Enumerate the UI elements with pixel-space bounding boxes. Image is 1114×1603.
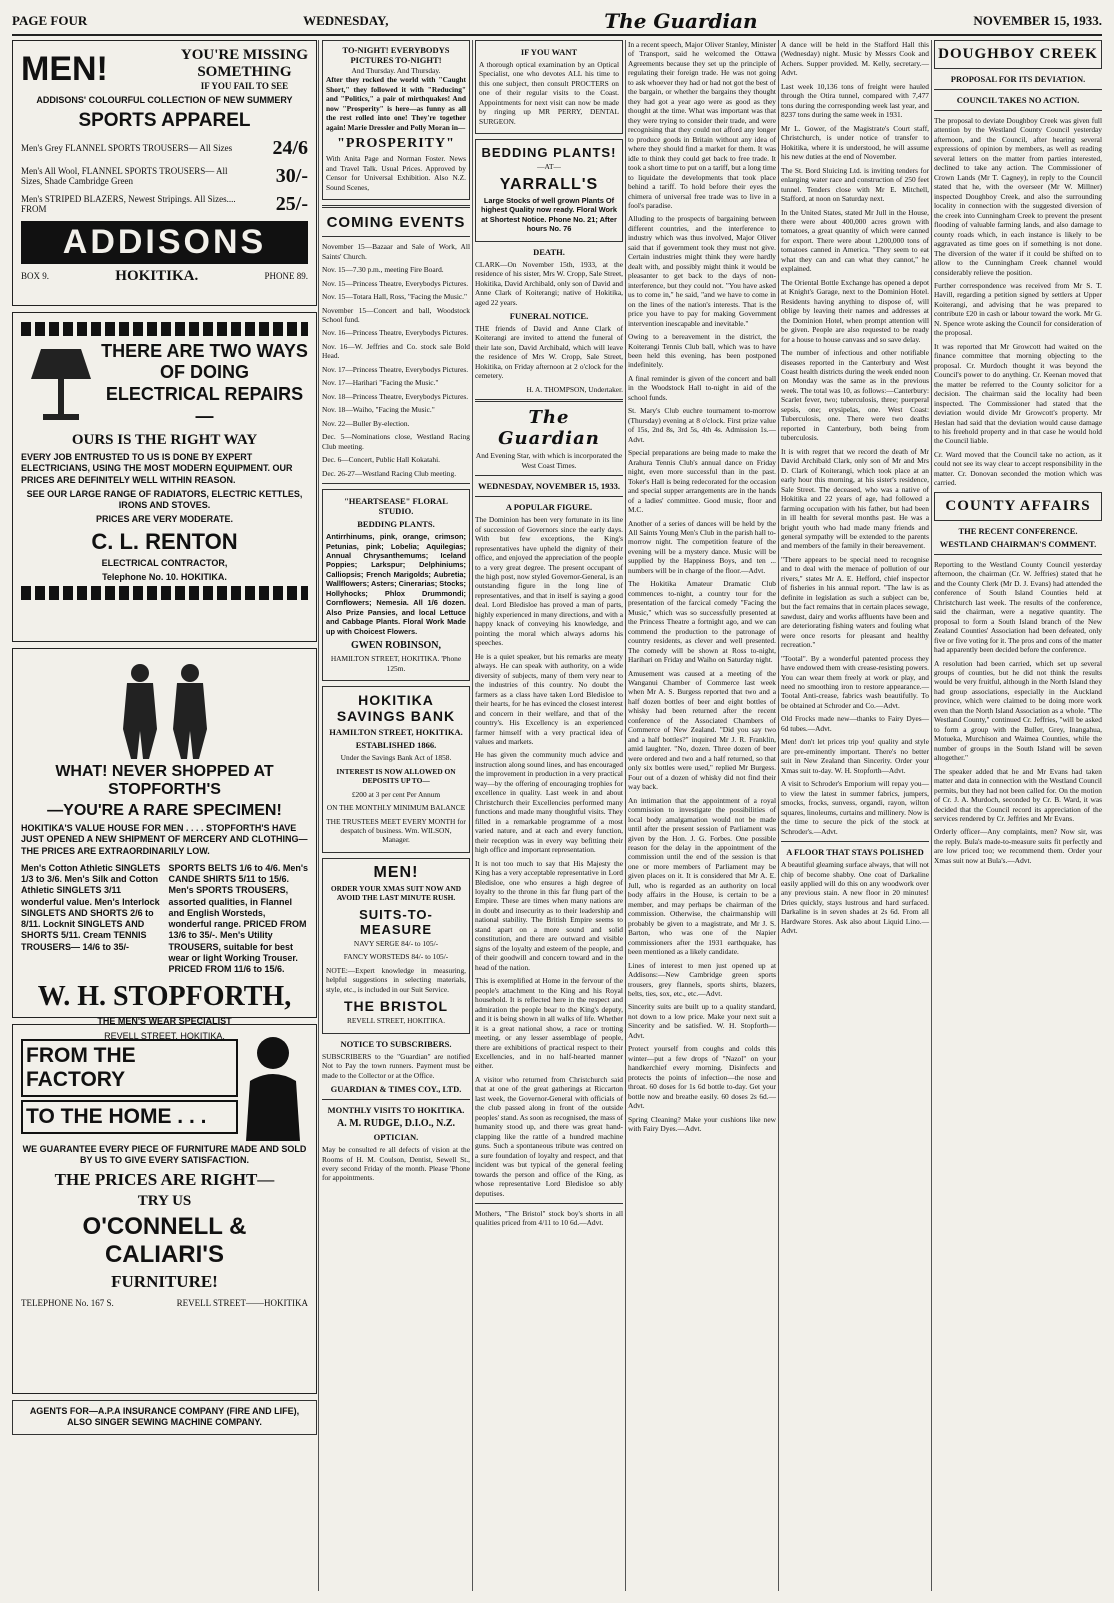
article-paragraph: Cr. Ward moved that the Council take no action, as it could not see its way clear to accept responsibility in the matter. Cr. Donovan seconded the motion which was carried. xyxy=(934,449,1102,488)
stopforth-right-list: SPORTS BELTS 1/6 to 4/6. Men's CANDE SHIRTS 5/11 to 15/6. Men's SPORTS TROUSERS, assorted qualities, in Flannel and English Worsteds, wonderful range. PRICED FROM 13/6 to 35/-. Men's Utility TROUSERS, suitable for best wear or light Working Trouser. PRICED FROM 11/6 to 15/6. xyxy=(168,862,309,974)
gwen-name: GWEN ROBINSON, xyxy=(350,640,441,652)
pictures-body: After they rocked the world with "Caught Short," they followed it with "Reducing" and "Politics," a pair of mirthquakes! And now "Prosperity" is here—as funny as all the rest rolled into one! They're together again! Marie Dressler and Polly Moran in— xyxy=(326,75,466,132)
article-title: DOUGHBOY CREEK xyxy=(938,46,1098,62)
heartsease-head: "HEARTSEASE" FLORAL STUDIO. xyxy=(344,496,448,517)
list-item: November 15—Bazaar and Sale of Work, All Saints' Church. xyxy=(322,242,470,261)
county-paragraph: Reporting to the Westland County Council yesterday afternoon, the chairman (Cr. W. Jeffries) stated that he and the County Clerk (Mr D. J. Evans) had attended the conference of South Island Counties held at Christchurch last week. The results of the conference, said the chairman, were a negative quantity. The proposal to form a South Island branch of the New Zealand Counties' Association had been defeated, only five or five voting for it. The pros and cons of the matter had apparently been decided before the conference. xyxy=(934,559,1102,655)
stopforth-headline: WHAT! NEVER SHOPPED AT STOPFORTH'S xyxy=(55,763,274,798)
oconnell-furniture: FURNITURE! xyxy=(111,1271,218,1291)
county-paragraph: The speaker added that he and Mr Evans had taken matter and data in connection with the Westland Council permits, but they had not been called for. On the motion of Cr. J. A. Murdoch, seconded by Cr. B. Ward, it was decided that the Council record its appreciation of the services rendered by Cr. Jeffries and Mr Evans. xyxy=(934,766,1102,823)
heartsease-advert xyxy=(322,489,470,681)
news-paragraph: A dance will be held in the Stafford Hall this (Wednesday) night. Music by Messrs Cook and Achers. Supper provided. M. Kelly, secretary.—Advt. xyxy=(781,40,929,78)
article-paragraph: It was reported that Mr Growcott had waited on the finance committee that morning objecting to the proposal. Cr. Murdoch thought it was beyond the Council's power to do anything. Cr. Keenan moved that the matter be referred to the County solicitor for a decision. The chairman said the locality had been inspected. The Commissioner had stated that the deviation would divide Mr Growcott's property. Mr Heslan had said that the deviation would cause damage to his freehold property and in that case he would hold the Council liable. xyxy=(934,341,1102,446)
lamp-icon xyxy=(21,339,101,429)
bristol-suits: SUITS-TO-MEASURE xyxy=(359,906,433,937)
list-item: Nov. 15—Princess Theatre, Everybodys Pictures. xyxy=(322,278,469,288)
bank-rate: £200 at 3 per cent Per Annum xyxy=(351,789,441,799)
news-paragraph: St. Mary's Club euchre tournament to-morrow (Thursday) evening at 8 o'clock. First prize value of 15s, 2nd 8s, 3rd 5s, 4th 4s. Admission 1s.—Advt. xyxy=(628,406,776,444)
renton-ours: OURS IS THE RIGHT WAY xyxy=(71,432,258,448)
list-item: Nov. 15—Totara Hall, Ross, "Facing the Music." xyxy=(322,292,468,302)
news-paragraph: Amusement was caused at a meeting of the Wanganui Chamber of Commerce last week when Mr A. S. Burgess reported that two and a half dozen bottles of beer and eight bottles of whisky had been returned after the recent conference of the Associated Chambers of Commerce of New Zealand. "Did you say two and a half bottles?" inquired Mr J. R. Franklin, amid laughter. "No, dozen. Three dozen of beer were ordered and two and a half returned, so that only six bottles were used," replied Mr Burgess. Four out of a dozen of whisky did not find their way back. xyxy=(628,668,776,792)
news-paragraph: "Tootal". By a wonderful patented process they have endowed them with crease-resisting powers. You can wear them freely at work or play, and need no smoothing iron to restore appearance.—Tootal Anti-crease, fabrics wash beautifully. To be obtained at Schroder and Co.—Advt. xyxy=(781,653,929,710)
subscribers-heading: NOTICE TO SUBSCRIBERS. xyxy=(340,1038,452,1049)
advert-column xyxy=(12,40,317,1591)
addisons-item: Men's All Wool, FLANNEL SPORTS TROUSERS— All Sizes, Shade Cambridge Green 30/- xyxy=(21,164,308,187)
news-paragraph: Old Frocks made new—thanks to Fairy Dyes—6d tubes.—Advt. xyxy=(781,714,929,733)
savings-bank-advert xyxy=(322,686,470,853)
addisons-phone: PHONE 89. xyxy=(264,271,308,281)
death-heading: DEATH. xyxy=(533,246,565,257)
addisons-tag-2: SOMETHING xyxy=(197,64,292,80)
renton-advert xyxy=(12,312,317,642)
column-3 xyxy=(475,40,623,1591)
oconnell-address: REVELL STREET——HOKITIKA xyxy=(176,1297,308,1308)
optical-advert xyxy=(475,40,623,134)
news-paragraph: Alluding to the prospects of bargaining between different countries, and the interference to industry which was thus involved, Major Oliver said that if government took they must not give. Certain industries might think they were hardly dealt with, and possibly might think it would be pleasanter to get back to the days of non-interference, but they could not. "You have asked us to come in," he said, "and we have to come in on the lines of the nation's interests. That is the price you have to pay for making Government intervention inescapable and inevitable." xyxy=(628,214,776,328)
county-subhead: WESTLAND CHAIRMAN'S COMMENT. xyxy=(939,538,1097,549)
border-stripe xyxy=(21,322,308,336)
pictures-sub: And Thursday. And Thursday. xyxy=(351,66,441,75)
addisons-tag-1: YOU'RE MISSING xyxy=(180,47,308,63)
pictures-tail: With Anita Page and Norman Foster. News and Travel Talk. Usual Prices. Approved by Censor for Universal Exhibition. Also N.Z. Sound Scenes, xyxy=(326,154,466,192)
addisons-advert xyxy=(12,40,317,306)
county-title: COUNTY AFFAIRS xyxy=(945,497,1091,514)
yarrall-advert xyxy=(475,139,623,241)
list-item: Nov. 15—7.30 p.m., meeting Fire Board. xyxy=(322,265,444,275)
bristol-serge: NAVY SERGE 84/- to 105/- xyxy=(353,938,439,948)
oconnell-name: O'CONNELL & CALIARI'S xyxy=(82,1212,247,1268)
list-item: Dec. 6—Concert, Public Hall Kokatahi. xyxy=(322,455,441,465)
leader-paragraph: The Dominion has been very fortunate in its line of succession of Governors since the early days. With but few exceptions, the King's representatives have upheld the dignity of their office, and enjoyed the appreciation of the people to a very great degree. The present occupant of the high post, now styled Governor-General, is an outstanding figure in the long line of representatives, and that in itself is saying a good deal. Lord Bledisloe has proved a man of parts, highly experienced in many directions, and with a happy knack of conveying his knowledge, and pointing the moral which always adorns his speeches. xyxy=(475,515,623,648)
column-6 xyxy=(934,40,1102,1591)
article-paragraph: The proposal to deviate Doughboy Creek was given full attention by the Westland County Council yesterday afternoon, and the Council, after hearing several expressions of opinion by members, as well as reading several letters on the matter from parties interested, declined to take any action. The Commissioner of Crown Lands (Mr T. Cagney), in reply to the Council stated that he, with the overseer (Mr W. Millner) inspected Doughboy Creek, and also the surrounding locality in connection with the suggested diversion of the creek into Cunningham Creek to prevent the present flooding of valuable farming lands, and also damage to county roads which, in each instance is likely to be aggravated as time goes on if something is not done. The diversion of the water if it could be shifted on to allow to the Cunningham Creek channel would considerably relieve the position. xyxy=(934,116,1102,277)
column-2 xyxy=(322,40,470,1591)
stopforth-advert xyxy=(12,648,317,1041)
news-paragraph: The St. Bord Sluicing Ltd. is inviting tenders for enlarging water race and construction of 250 feet tunnel. Tenders close with Mr E. Mitchell, Stafford, at noon on Saturday next. xyxy=(781,165,929,204)
news-paragraph: In a recent speech, Major Oliver Stanley, Minister of Transport, said he welcomed the Ottawa Agreements because they set up the principle of regulating their foreign trade. He was not going to ask whoever they had or had not got the best of the bargain, or whether the bargains they thought they had got a year ago were as good as they thought at the time. What was important was that they were trying to consider their trade, and were recognising that they could not afford any longer to produce goods in Britain without any idea of where they should find a market for them. It was idle to think they could get back to free trade. It took a short time to put on a tariff, but a long time to liquidate the developments that took place behind a tariff. To hold before their eyes the chimera of universal free trade was to live in a fool's paradise. xyxy=(628,40,776,210)
funeral-signature: H. A. THOMPSON, Undertaker. xyxy=(526,384,623,394)
stopforth-trade: THE MEN'S WEAR SPECIALIST xyxy=(97,1016,232,1027)
list-item: Nov. 16—W. Jeffries and Co. stock sale Bold Head. xyxy=(322,341,470,361)
heartsease-body: Antirrhinums, pink, orange, crimson; Petunias, pink; Lobelia; Aquilegias; Annual Chrysanthemums; Iceland Poppies; Larkspur; Delphiniums; Calliopsis; French Marigolds; Aubretia; Wallflowers; Asters; Cinerarias; Stocks; Hollyhocks; Phlox Drummondi; Cornflowers; Nemesia. All 1/6 dozen. Also Prize Pansies, and local Lettuce and Cabbage Plants. Floral Work Made up with Choicest Flowers. xyxy=(326,532,466,636)
guardian-title: The Guardian xyxy=(498,407,600,450)
leader-paragraph: This is exemplified at Home in the fervour of the people's attachment to the King and his Royal household. It is reflected here in the respect and admiration the people bear to the King's deputy, and it is being shown in all walks of life. Whether it is a great national show, a race or trotting meeting, or any lesser assemblage of people, there are exhibitions of practical respect to their Excellencies, and in no half-hearted manner either. xyxy=(475,976,623,1071)
news-paragraph: Men! don't let prices trip you! quality and style are pre-eminently important. There's no better suit in New Zealand than Sincerity. Order your Xmas suit to-day. W. H. Stopforth—Advt. xyxy=(781,737,929,775)
news-paragraph: In the United States, stated Mr Jull in the House, there were about 400,000 acres grown with tomatoes, a great quantity of which were canned for export. There were about 1,200,000 tons of tomatoes canned in America. "They seem to eat what they can and can what they cannot," he explained. xyxy=(781,207,929,274)
leader-paragraph: A visitor who returned from Christchurch said that at one of the great gatherings at Riccarton last week, the Governor-General with officials of the club passed along in front of the outside peoples' stand. As soon as recognised, the mass of humanity stood up, and there was great hand-clapping like the rattle of a hundred machine guns. Such a spontaneous tribute was centred on a sure foundation of loyalty and respect, and that incident was but typical of the general feeling towards the person and office of the King, as whose representative Lord Bledisloe so ably deputises. xyxy=(475,1074,623,1198)
masthead-day: WEDNESDAY, xyxy=(303,13,389,28)
column-rule xyxy=(625,40,626,1591)
bank-minimum: ON THE MONTHLY MINIMUM BALANCE xyxy=(326,803,466,813)
death-notice: CLARK—On November 15th, 1933, at the residence of his sister, Mrs W. Cropp, Sale Street, Hokitika, David Archibald, only son of David and Anne Clark of Koiterangi; native of Hokitika, aged 22 years. xyxy=(475,259,623,307)
list-item: Nov. 16—Princess Theatre, Everybodys Pictures. xyxy=(322,328,469,338)
oconnell-factory: FROM THE FACTORY xyxy=(21,1039,238,1097)
bank-interest: INTEREST IS NOW ALLOWED ON DEPOSITS UP TO— xyxy=(336,766,456,786)
stopforth-specimen: —YOU'RE A RARE SPECIMEN! xyxy=(47,802,282,819)
paper-name: The Guardian xyxy=(604,9,758,33)
gwen-address: HAMILTON STREET, HOKITIKA. 'Phone 125m. xyxy=(330,654,462,673)
bank-trustees: THE TRUSTEES MEET EVERY MONTH for despatch of business. Wm. WILSON, Manager. xyxy=(326,816,466,845)
bristol-worsteds: FANCY WORSTEDS 84/- to 105/- xyxy=(343,952,449,962)
oconnell-try: TRY US xyxy=(137,1192,192,1209)
list-item: Nov. 22—Buller By-election. xyxy=(322,418,410,428)
guardian-sub: And Evening Star, with which is incorporated the West Coast Times. xyxy=(475,451,623,470)
stopforth-body: HOKITIKA'S VALUE HOUSE FOR MEN . . . . STOPFORTH'S HAVE JUST OPENED A NEW SHIPMENT OF MERCERY AND CLOTHING—THE PRICES ARE EXTRAORDINARILY LOW. xyxy=(21,823,308,856)
addisons-tag-3: IF YOU FAIL TO SEE xyxy=(200,81,289,91)
masthead xyxy=(12,8,1102,36)
renton-range: SEE OUR LARGE RANGE OF RADIATORS, ELECTRIC KETTLES, IRONS AND STOVES. xyxy=(26,488,303,510)
leader-heading: A POPULAR FIGURE. xyxy=(505,502,593,513)
news-paragraph: A final reminder is given of the concert and ball in the Woodstock Hall to-night in aid of the school funds. xyxy=(628,373,776,402)
oconnell-tel: TELEPHONE No. 167 S. xyxy=(21,1297,114,1308)
funeral-notice: THE friends of David and Anne Clark of Koiterangi are invited to attend the funeral of their late son, David Archibald, which will leave the residence of Mrs W. Cropp, Sale Street, Hokitika, on Friday afternoon at 2 o'clock for the cemetery. xyxy=(475,323,623,381)
column-4 xyxy=(628,40,776,1591)
renton-headline: THERE ARE TWO WAYS OF DOING ELECTRICAL REPAIRS— xyxy=(101,340,308,426)
yarrall-at: —AT— xyxy=(537,162,561,172)
column-rule xyxy=(472,40,473,1591)
coming-events-heading: COMING EVENTS xyxy=(326,214,466,232)
news-paragraph: Sincerity suits are built up to a quality standard, not down to a low price. Make your next suit a Sincerity and be satisfied. W. H. Stopforth—Advt. xyxy=(628,1002,776,1040)
news-paragraph: "There appears to be special need to recognise and to deal with the menace of pollution of our rivers," states Mr A. E. Hefford, chief inspector of fisheries in his annual report. "The law is as definite in legislation as such a subject can be, but the fact remains that in certain places sewage, sawdust, dairy and works affluents have been and are deteriorating fishing waters and fouling what were once resorts for pleasant and healthy recreation." xyxy=(781,554,929,650)
list-item: Nov. 18—Waiho, "Facing the Music." xyxy=(322,405,435,415)
addisons-item: Men's Grey FLANNEL SPORTS TROUSERS— All Sizes 24/6 xyxy=(21,136,308,159)
floor-heading: A FLOOR THAT STAYS POLISHED xyxy=(786,847,924,858)
agents-notice: AGENTS FOR—A.P.A INSURANCE COMPANY (FIRE AND LIFE), ALSO SINGER SEWING MACHINE COMPANY. xyxy=(12,1400,317,1435)
subscribers-body: SUBSCRIBERS to the "Guardian" are notified Not to Pay the town runners. Payment must be made to the Collector or at the Office. xyxy=(322,1051,470,1080)
oconnell-advert xyxy=(12,1024,317,1394)
addisons-title: SPORTS APPAREL xyxy=(78,109,251,131)
optical-body: A thorough optical examination by an Optical Specialist, one who devotes ALL his time to this one subject, then consult PROCTERS on one of their regular visits to the Coast. Appointments for next visit can now be made by ringing up MR PERRY, DENTAL SURGEON. xyxy=(479,60,619,126)
addisons-logo: ADDISONS xyxy=(21,221,308,264)
addisons-men: MEN! xyxy=(21,50,108,89)
yarrall-body: Large Stocks of well grown Plants Of highest Quality now ready. Floral Work at Shortest Notice. Phone No. 21; After hours No. 76 xyxy=(480,195,618,234)
yarrall-name: YARRALL'S xyxy=(499,175,599,193)
bank-head: HOKITIKA SAVINGS BANK xyxy=(336,692,456,725)
list-item: November 15—Concert and ball, Woodstock School fund. xyxy=(322,305,470,324)
county-subhead: THE RECENT CONFERENCE. xyxy=(958,525,1078,536)
list-item: Dec. 26-27—Westland Racing Club meeting. xyxy=(322,468,457,478)
renton-body: EVERY JOB ENTRUSTED TO US IS DONE BY EXPERT ELECTRICIANS, USING THE MOST MODERN EQUIPMENT. OUR PRICES ARE DEFINITELY WELL WITHIN REASON. xyxy=(21,452,293,485)
bank-address: HAMILTON STREET, HOKITIKA. xyxy=(329,727,463,738)
oconnell-body: WE GUARANTEE EVERY PIECE OF FURNITURE MADE AND SOLD BY US TO GIVE EVERY SATISFACTION. xyxy=(22,1144,307,1166)
bristol-men: MEN! xyxy=(373,863,419,881)
addisons-box: BOX 9. xyxy=(21,271,50,281)
masthead-date: NOVEMBER 15, 1933. xyxy=(973,13,1102,28)
silhouette-icon xyxy=(238,1031,308,1141)
stopforth-address: REVELL STREET, HOKITIKA. xyxy=(104,1030,225,1041)
news-paragraph: The Hokitika Amateur Dramatic Club commences to-night, a country tour for the presentation of the farcical comedy "Facing the Music," which was so successfully presented at the Princess Theatre a fortnight ago, and we can commend the production to the patronage of country residents, as clever and well presented. The comedy will be shown at Ross to-night, Harihari on Friday and Waiho on Saturday night. xyxy=(628,579,776,665)
list-item: Nov. 17—Harihari "Facing the Music." xyxy=(322,378,439,388)
article-paragraph: Further correspondence was received from Mr S. T. Havill, regarding a petition signed by settlers at Upper Koiterangi, and advising that he was prepared to contribute £20 in cash or labour toward the work. Mr G. N. Spence wrote asking the Council for consideration of the proposal. xyxy=(934,280,1102,338)
news-paragraph: The Oriental Bottle Exchange has opened a depot at Knight's Garage, next to the Dominion Hotel. Residents having anything to dispose of, will oblige by leaving their names and addresses at the Dominion Hotel, when prompt attention will be given. People are also requested to be ready for a house to house canvass and so save delay. xyxy=(781,277,929,344)
floor-body: A beautiful gleaming surface always, that will not chip of become shabby. One coat of Darkaline easily applied will do this on any woodwork over any previous stain. A new floor in 20 minutes! Dries quickly, stays lustrous and hard surfaced. Darkaline is in seven shades at 2s 6d. From all Hardware Stores. Ask also about Liquid Lino.—Advt. xyxy=(781,860,929,936)
news-paragraph: Special preparations are being made to make the Arahura Tennis Club's annual dance on Friday night, even more successful than in the past. Toker's Hall is being redecorated for the occasion and special supper arrangements are in the hands of a ladies' committee. Good music, floor and M.C. xyxy=(628,448,776,515)
news-paragraph: An intimation that the appointment of a royal commission to investigate the possibilities of local body amalgamation would not be made until after the present session of Parliament was given by the Hon. J. G. Forbes. One possible reason for the delay in the appointment of the commission until the end of the session is that one or more members of Parliament may be given places on it. It is considered that Mr A. E. Jull, who is regarded as an authority on local body affairs in the House, is certain to be a member, and may perhaps be chairman of the commission. Otherwise, the chairmanship will probably be given to a magistrate, and Mr J. S. Barton, who was one of the Napier commissioners after the 1931 earthquake, has been mentioned as a likely candidate. xyxy=(628,795,776,957)
oconnell-home: TO THE HOME . . . xyxy=(21,1100,238,1134)
column-rule xyxy=(931,40,932,1591)
bristol-order: ORDER YOUR XMAS SUIT NOW AND AVOID THE LAST MINUTE RUSH. xyxy=(330,883,462,903)
bristol-address: REVELL STREET, HOKITIKA. xyxy=(346,1016,446,1026)
bank-act: Under the Savings Bank Act of 1858. xyxy=(340,753,452,763)
list-item: Nov. 17—Princess Theatre, Everybodys Pictures. xyxy=(322,364,469,374)
news-paragraph: Last week 10,136 tons of freight were hauled through the Otira tunnel, compared with 7,477 tons during the corresponding week last year, and 8237 tons during the same week in 1931. xyxy=(781,81,929,120)
leader-paragraph: He is a quiet speaker, but his remarks are meaty always. He can speak with authority, on a wide diversity of subjects, many of them very near to the industries of this country. No doubt the farmers as a class have taken Lord Bledisloe to their hearts, for he has evinced the closest interest and concern in their welfare, and that of the country's. His Excellency is an experienced farmer himself with a very practical idea of values and markets. xyxy=(475,651,623,746)
addisons-town: HOKITIKA. xyxy=(115,267,199,284)
news-paragraph: Mr L. Gower, of the Magistrate's Court staff, Christchurch, is under notice of transfer to Hokitika, where it is understood, he will assume his new duties at the end of November. xyxy=(781,123,929,162)
coming-events-list xyxy=(322,242,470,478)
subscribers-signature: GUARDIAN & TIMES COY., LTD. xyxy=(330,1084,462,1095)
column-5 xyxy=(781,40,929,1591)
dateline: WEDNESDAY, NOVEMBER 15, 1933. xyxy=(477,481,620,492)
bristol-note: NOTE:—Expert knowledge in measuring, helpful suggestions in selecting materials, style, etc., is included in our Suit Service. xyxy=(326,965,466,994)
renton-trade: ELECTRICAL CONTRACTOR, xyxy=(101,557,228,568)
addisons-item: Men's STRIPED BLAZERS, Newest Stripings. All Sizes.... FROM 25/- xyxy=(21,192,308,215)
news-paragraph: Protect yourself from coughs and colds this winter—put a few drops of "Nazol" on your handkerchief every morning. Disinfects and protects the points of infection—the nose and throat. 60 doses for 1s 6d bottle to-day. Get your bottle now and breathe easily. 60 doses 2s 6d.—Advt. xyxy=(628,1044,776,1111)
pictures-advert xyxy=(322,40,470,200)
stopforth-name: W. H. STOPFORTH, xyxy=(37,981,292,1013)
leader-paragraph: He has given the community much advice and instruction along sound lines, and has encouraged the improvement in production in a very practical way—by the offering of encouraging trophies for excellence in quality. Last week in and about Christchurch their Excellencies performed many functions and made many thoughtful visits. They filled in a remarkable programme of a most varied nature, and at each and every function, their reception was in every way befitting their high office and important representation. xyxy=(475,750,623,855)
news-paragraph: Spring Cleaning? Make your cushions like new with Fairy Dyes.—Advt. xyxy=(628,1114,776,1134)
two-men-icon xyxy=(85,659,245,759)
bank-est: ESTABLISHED 1866. xyxy=(355,740,437,751)
heartsease-bedding: BEDDING PLANTS. xyxy=(357,519,435,530)
list-item: Nov. 18—Princess Theatre, Everybodys Pictures. xyxy=(322,391,469,401)
county-paragraph: A resolution had been carried, which set up several groups of counties, but he did not think the results would be very fruitful, although in the North Island they had group associations, especially in the Auckland province, which were claimed to be doing more work even than the North Island Association as a whole. "The Westland County," continued Cr. Jeffries, "will be asked to form a group with the Buller, Grey, Inangahua, Motueka, Murchison and Waimea Counties, while the number of groups in the South Island will be seven altogether." xyxy=(934,658,1102,763)
funeral-heading: FUNERAL NOTICE. xyxy=(509,310,589,321)
border-stripe xyxy=(21,586,308,600)
addisons-intro: ADDISONS' COLOURFUL COLLECTION OF NEW SUMMERY xyxy=(36,95,293,106)
rudge-name: A. M. RUDGE, D.I.O., N.Z. xyxy=(336,1118,456,1130)
news-paragraph: Lines of interest to men just opened up at Addisons:—New Cambridge green sports trousers, grey flannels, sports shirts, blazers, belts, ties, sox, etc., etc.—Advt. xyxy=(628,960,776,998)
news-paragraph: It is with regret that we record the death of Mr David Archibald Clark, only son of Mr and Mrs D. Clark of Koiterangi, which took place at an early hour this morning, at his sister's residence, Sale Street. The deceased, who was a native of Hokitika and 22 years of age, had followed a farming occupation with his father, but had been in ill health for several months past. He was a bright youth who had made many friends and general sympathy will be extended to the parents and members of the family in their bereavement. xyxy=(781,446,929,551)
bristol-advert xyxy=(322,858,470,1034)
page-number: PAGE FOUR xyxy=(12,13,88,28)
renton-tel: Telephone No. 10. HOKITIKA. xyxy=(102,571,227,582)
prosperity-title: "PROSPERITY" xyxy=(337,136,455,152)
renton-name: C. L. RENTON xyxy=(91,528,238,554)
pictures-head: TO-NIGHT! EVERYBODYS PICTURES TO-NIGHT! xyxy=(342,45,450,65)
news-paragraph: Owing to a bereavement in the district, the Koiterangi Tennis Club ball, which was to have been held this evening, has been postponed indefinitely. xyxy=(628,332,776,370)
column-rule xyxy=(778,40,779,1591)
visits-body: May be consulted re all defects of vision at the Rooms of H. M. Coulson, Dentist, Sewell St., every second Friday of the month. Please 'Phone for appointments. xyxy=(322,1145,470,1183)
leader-paragraph: It is not too much to say that His Majesty the King has a very acceptable representative in Lord Bledisloe, one who ensures a high degree of loyalty to the throne in this far flung part of the Empire. These are times when many nations are in doubt and insecurity as to their leadership and national stability. The British Empire seems to stand apart on a more sound and solid constitution, and there are outward and visible signs of the loyalty and esteem of the people, and of their goodwill and concern toward and in the head of the nation. xyxy=(475,858,623,972)
yarrall-head: BEDDING PLANTS! xyxy=(481,145,617,161)
news-paragraph: Another of a series of dances will be held by the All Saints Young Men's Club in the parish hall to-morrow night. The competition feature of the evening will be a mystery dance. Music will be supplied by the Happiness Boys, and ten ... numbers will be in charge of the floor.—Advt. xyxy=(628,518,776,575)
visits-heading: MONTHLY VISITS TO HOKITIKA. xyxy=(327,1105,465,1116)
article-subhead: PROPOSAL FOR ITS DEVIATION. xyxy=(950,74,1086,84)
stopforth-left-list: Men's Cotton Athletic SINGLETS 1/3 to 3/6. Men's Silk and Cotton Athletic SINGLETS 3/11 wonderful value. Men's Interlock SINGLETS AND SHORTS 2/6 to 8/11. Locknit SINGLETS AND SHORTS 5/11. Cream TENNIS TROUSERS— 14/6 to 35/- xyxy=(21,862,161,952)
optical-head: IF YOU WANT xyxy=(520,47,578,57)
column-rule xyxy=(318,40,319,1591)
men-illustration xyxy=(21,659,308,759)
oconnell-prices: THE PRICES ARE RIGHT— xyxy=(54,1169,275,1189)
county-paragraph: Orderly officer—Any complaints, men? Now sir, was the reply. Bula's made-to-measure suits fit perfectly and are low priced too; we recommend them. Order your Xmas suit now at Bula's.—Advt. xyxy=(934,827,1102,865)
article-subhead: COUNCIL TAKES NO ACTION. xyxy=(956,95,1080,105)
rudge-title: OPTICIAN. xyxy=(373,1132,419,1143)
list-item: Dec. 5—Nominations close, Westland Racing Club meeting. xyxy=(322,432,470,451)
bristol-shorts-advert: Mothers, "The Bristol" stock boy's shorts in all qualities priced from 4/11 to 10 6d.—Advt. xyxy=(475,1209,623,1228)
renton-moderate: PRICES ARE VERY MODERATE. xyxy=(95,514,234,525)
news-paragraph: The number of infectious and other notifiable diseases reported in the Canterbury and West Coast health districts during the week ended noon on Monday was the same as in the previous week. The total was 10, as follows:—Canterbury: Scarlet fever, two; tuberculosis, three; puerperal sepsis, one; erysipelas, one. West Coast: Tuberculosis, one. There were two deaths reported in Canterbury, both being from tuberculosis. xyxy=(781,348,929,443)
news-paragraph: A visit to Schroder's Emporium will repay you—to view the latest in summer fabrics, jumpers, smocks, frocks, sunvess, organdi, rayon, wilton squares, linoleums, curtains and millinery. Now is the time to secure the pick of the stock at Schroder's.—Advt. xyxy=(781,779,929,836)
bristol-name: THE BRISTOL xyxy=(343,998,449,1015)
